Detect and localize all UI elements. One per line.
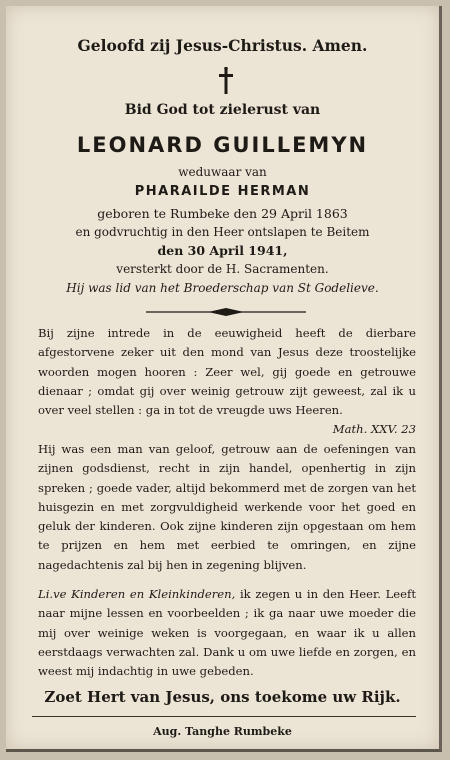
brotherhood-line: Hij was lid van het Broederschap van St Godelieve.	[66, 281, 379, 295]
deceased-name: LEONARD GUILLEMYN	[76, 133, 369, 157]
widower-line: weduwaar van	[178, 165, 267, 179]
farewell-paragraph	[38, 585, 416, 681]
farewell-address: Li.ve Kinderen en Kleinkinderen,	[38, 587, 236, 601]
footer-rule	[32, 716, 416, 717]
death-line-2: den 30 April 1941,	[157, 243, 288, 258]
character-text: Hij was een man van geloof, getrouw aan de oefeningen van zijnen godsdienst, recht in zijn handel, openhertig in zijn spreken ; goede vader, altijd bekommerd met de zorgen van het huisgezin en met zorgvuldigheid werkende voor het goed en geluk der kinderen. Ook zijne kinderen zijn opgestaan om hem te prijzen en hem met eerbied te omringen, en zijne nagedachtenis zal bij hen in zegening blijven.	[38, 442, 416, 572]
closing-prayer: Zoet Hert van Jesus, ons toekome uw Rijk.	[44, 688, 401, 706]
prayer-line: Bid God tot zielerust van	[124, 102, 321, 118]
death-line-1: en godvruchtig in den Heer ontslapen te Beitem	[75, 225, 370, 239]
ornamental-divider	[146, 307, 306, 317]
scripture-paragraph	[38, 324, 416, 438]
header-line: Geloofd zij Jesus-Christus. Amen.	[77, 36, 368, 55]
cross-icon	[217, 67, 235, 95]
spouse-name: PHARAILDE HERMAN	[134, 184, 311, 199]
farewell-text	[38, 585, 416, 681]
sacraments-line: versterkt door de H. Sacramenten.	[116, 262, 329, 276]
character-paragraph	[38, 440, 416, 575]
printer-credit: Aug. Tanghe Rumbeke	[153, 725, 292, 738]
scripture-text: Bij zijne intrede in de eeuwigheid heeft de dierbare afgestorvene zeker uit den mond van Jesus deze troostelijke woorden mogen hooren : Zeer wel, gij goede en getrouwe dienaar ; omdat gij over weinig getrouw zijt geweest, zal ik u over veel stellen : ga in tot de vreugde uws Heeren.	[38, 326, 416, 418]
memorial-card	[6, 6, 442, 752]
farewell-body: ik zegen u in den Heer. Leeft naar mijne lessen en voorbeelden ; ik ga naar uwe moeder die mij over weinige weken is voorgegaan, en waar ik u allen eerstdaags verwachten zal. Dank u om uwe liefde en zorgen, en weest mij indachtig in uwe gebeden.	[38, 587, 416, 679]
birth-line: geboren te Rumbeke den 29 April 1863	[97, 206, 348, 221]
scripture-citation: Math. XXV. 23	[332, 422, 416, 437]
